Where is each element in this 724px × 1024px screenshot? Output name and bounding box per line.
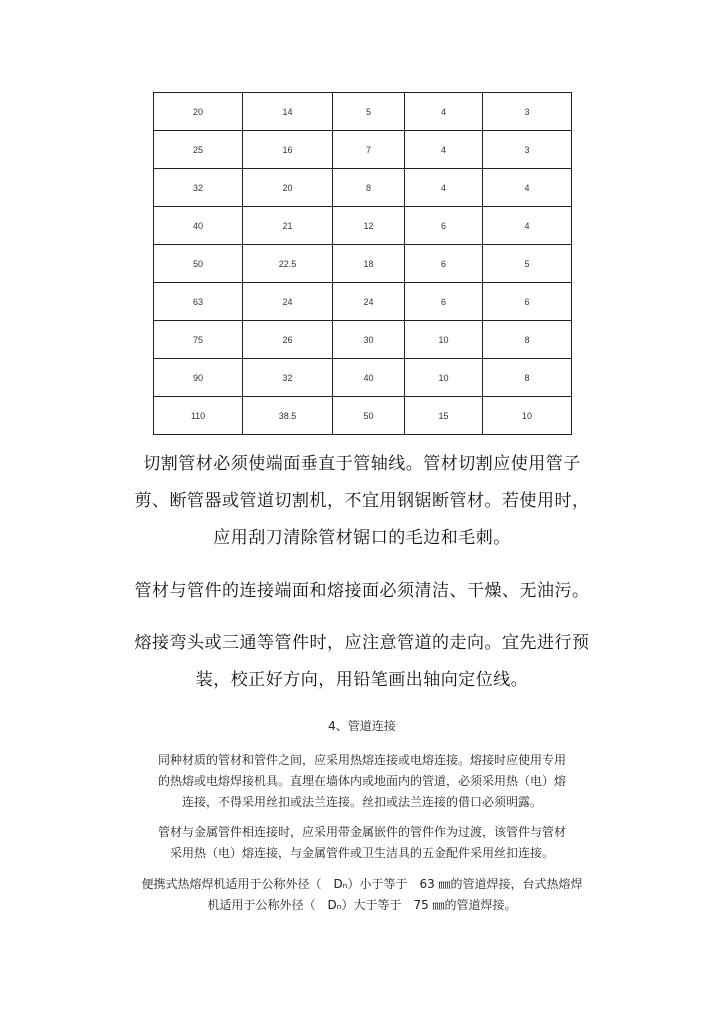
table-cell: 5 — [483, 245, 572, 283]
text-line: 装，校正好方向，用铅笔画出轴向定位线。 — [195, 670, 529, 690]
text-line: 剪、断管器或管道切割机，不宜用钢锯断管材。若使用时， — [134, 491, 590, 511]
table-cell: 10 — [405, 359, 483, 397]
text-line: 管材与金属管件相连接时，应采用带金属嵌件的管件作为过渡，该管件与管材 — [157, 825, 566, 839]
table-cell: 4 — [405, 169, 483, 207]
table-cell: 4 — [405, 131, 483, 169]
table-cell: 20 — [243, 169, 333, 207]
table-row — [154, 169, 572, 207]
table-cell: 7 — [333, 131, 405, 169]
text-line: 采用热（电）熔连接，与金属管件或卫生洁具的五金配件采用丝扣连接。 — [169, 846, 554, 860]
cutting-paragraph — [0, 446, 724, 557]
text-line: 的热熔或电熔焊接机具。直埋在墙体内或地面内的管道，必须采用热（电）熔 — [157, 774, 566, 788]
table-cell: 38.5 — [243, 397, 333, 435]
text-line: 便携式热熔焊机适用于公称外径（ Dₙ）小于等于 63 ㎜的管道焊接，台式热熔焊 — [141, 877, 583, 891]
table-cell: 6 — [483, 283, 572, 321]
table-cell: 110 — [154, 397, 243, 435]
table-cell: 30 — [333, 321, 405, 359]
table-row — [154, 397, 572, 435]
table-cell: 24 — [243, 283, 333, 321]
welder-paragraph — [0, 874, 724, 916]
text-line: 切割管材必须使端面垂直于管轴线。管材切割应使用管子 — [143, 454, 581, 474]
text-line: 连接，不得采用丝扣或法兰连接。丝扣或法兰连接的借口必须明露。 — [181, 795, 542, 809]
text-line: 熔接弯头或三通等管件时，应注意管道的走向。宜先进行预 — [134, 633, 590, 653]
table-row — [154, 321, 572, 359]
table-cell: 25 — [154, 131, 243, 169]
clean-paragraph — [0, 573, 724, 610]
table-cell: 6 — [405, 245, 483, 283]
table-cell: 4 — [483, 169, 572, 207]
table-row — [154, 359, 572, 397]
table-cell: 21 — [243, 207, 333, 245]
welding-paragraph — [0, 625, 724, 699]
table-cell: 8 — [483, 359, 572, 397]
table-cell: 26 — [243, 321, 333, 359]
table-cell: 8 — [333, 169, 405, 207]
table-cell: 12 — [333, 207, 405, 245]
joining-paragraph — [0, 750, 724, 813]
table-row — [154, 245, 572, 283]
table-cell: 15 — [405, 397, 483, 435]
table-cell: 50 — [154, 245, 243, 283]
table-cell: 4 — [405, 93, 483, 131]
table-cell: 10 — [405, 321, 483, 359]
table-row — [154, 283, 572, 321]
text-line: 同种材质的管材和管件之间，应采用热熔连接或电熔连接。熔接时应使用专用 — [157, 753, 566, 767]
table-cell: 24 — [333, 283, 405, 321]
table-cell: 3 — [483, 131, 572, 169]
table-cell: 32 — [154, 169, 243, 207]
table-cell: 40 — [154, 207, 243, 245]
table-cell: 5 — [333, 93, 405, 131]
table-row — [154, 93, 572, 131]
table-cell: 6 — [405, 207, 483, 245]
table-cell: 63 — [154, 283, 243, 321]
table-cell: 16 — [243, 131, 333, 169]
table-cell: 8 — [483, 321, 572, 359]
text-line: 管材与管件的连接端面和熔接面必须清洁、干燥、无油污。 — [134, 581, 590, 601]
table-cell: 90 — [154, 359, 243, 397]
table-cell: 4 — [483, 207, 572, 245]
table-cell: 50 — [333, 397, 405, 435]
table-cell: 20 — [154, 93, 243, 131]
table-cell: 10 — [483, 397, 572, 435]
table-cell: 75 — [154, 321, 243, 359]
text-line: 应用刮刀清除管材锯口的毛边和毛刺。 — [213, 528, 511, 548]
metal-fitting-paragraph — [0, 822, 724, 864]
pipe-spec-table — [153, 92, 572, 435]
table-cell: 32 — [243, 359, 333, 397]
table-cell: 40 — [333, 359, 405, 397]
table-cell: 3 — [483, 93, 572, 131]
table-cell: 14 — [243, 93, 333, 131]
table-row — [154, 207, 572, 245]
table-cell: 6 — [405, 283, 483, 321]
section-heading: 4、管道连接 — [328, 719, 396, 733]
text-line: 机适用于公称外径（ Dₙ）大于等于 75 ㎜的管道焊接。 — [207, 898, 517, 912]
table-cell: 22.5 — [243, 245, 333, 283]
table-cell: 18 — [333, 245, 405, 283]
table-row — [154, 131, 572, 169]
